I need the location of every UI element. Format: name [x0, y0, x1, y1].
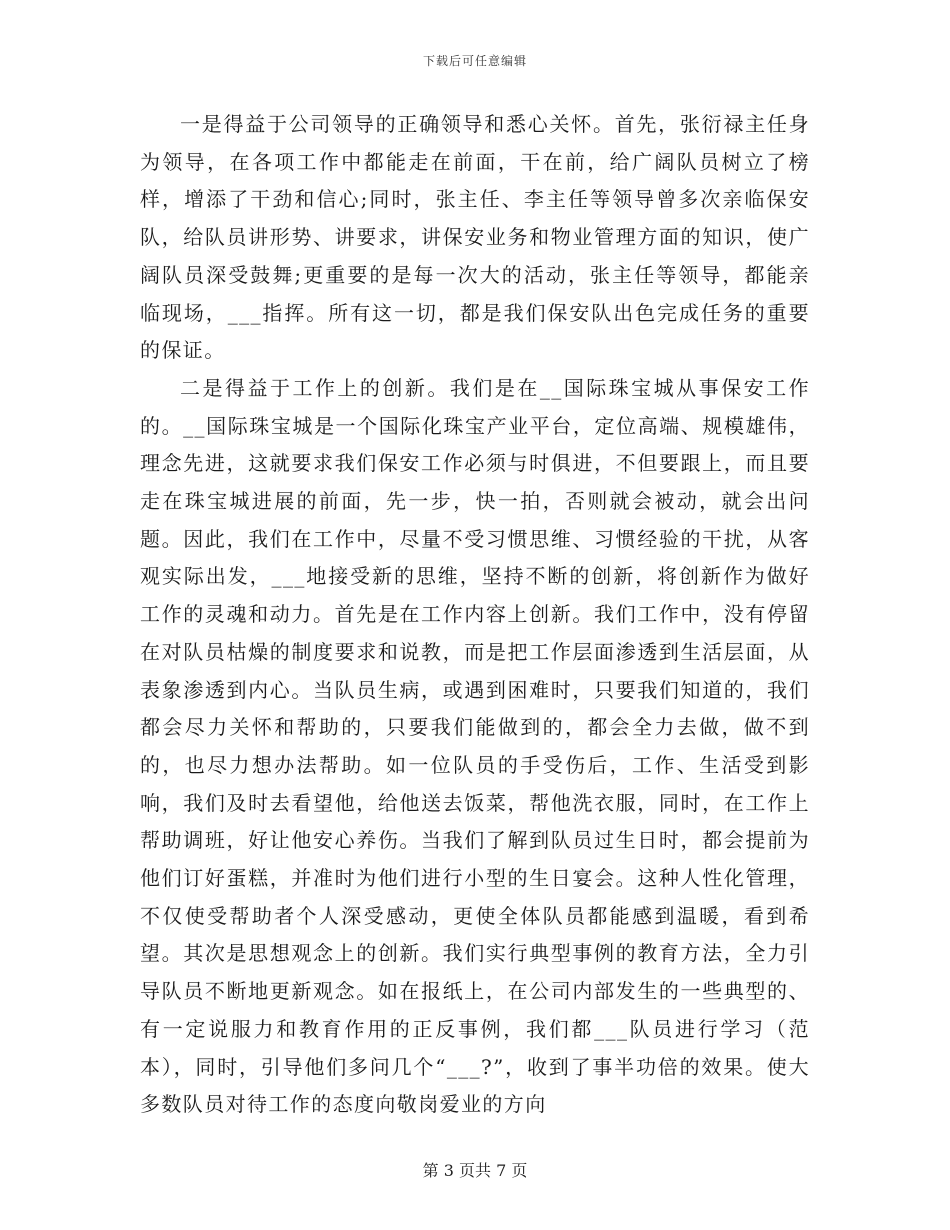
- document-body: [140, 106, 810, 1124]
- page-number-footer: 第 3 页共 7 页: [422, 1161, 528, 1180]
- page-header-note: 下载后可任意编辑: [422, 54, 527, 68]
- body-paragraph-2: 二是得益于工作上的创新。我们是在__国际珠宝城从事保安工作的。__国际珠宝城是一个国际化珠宝产业平台，定位高端、规模雄伟，理念先进，这就要求我们保安工作必须与时俱进，不但要跟上，而且要走在珠宝城进展的前面，先一步，快一拍，否则就会被动，就会出问题。因此，我们在工作中，尽量不受习惯思维、习惯经验的干扰，从客观实际出发，___地接受新的思维，坚持不断的创新，将创新作为做好工作的灵魂和动力。首先是在工作内容上创新。我们工作中，没有停留在对队员枯燥的制度要求和说教，而是把工作层面渗透到生活层面，从表象渗透到内心。当队员生病，或遇到困难时，只要我们知道的，我们都会尽力关怀和帮助的，只要我们能做到的，都会全力去做，做不到的，也尽力想办法帮助。如一位队员的手受伤后，工作、生活受到影响，我们及时去看望他，给他送去饭菜，帮他洗衣服，同时，在工作上帮助调班，好让他安心养伤。当我们了解到队员过生日时，都会提前为他们订好蛋糕，并准时为他们进行小型的生日宴会。这种人性化管理，不仅使受帮助者个人深受感动，更使全体队员都能感到温暖，看到希望。其次是思想观念上的创新。我们实行典型事例的教育方法，全力引导队员不断地更新观念。如在报纸上，在公司内部发生的一些典型的、有一定说服力和教育作用的正反事例，我们都___队员进行学习（范本），同时，引导他们多问几个“___?”，收到了事半功倍的效果。使大多数队员对待工作的态度向敬岗爱业的方向: [140, 375, 810, 1117]
- body-paragraph-1: 一是得益于公司领导的正确领导和悉心关怀。首先，张衍禄主任身为领导，在各项工作中都能走在前面，干在前，给广阔队员树立了榜样，增添了干劲和信心;同时，张主任、李主任等领导曾多次亲临保安队，给队员讲形势、讲要求，讲保安业务和物业管理方面的知识，使广阔队员深受鼓舞;更重要的是每一次大的活动，张主任等领导，都能亲临现场，___指挥。所有这一切，都是我们保安队出色完成任务的重要的保证。: [140, 112, 810, 363]
